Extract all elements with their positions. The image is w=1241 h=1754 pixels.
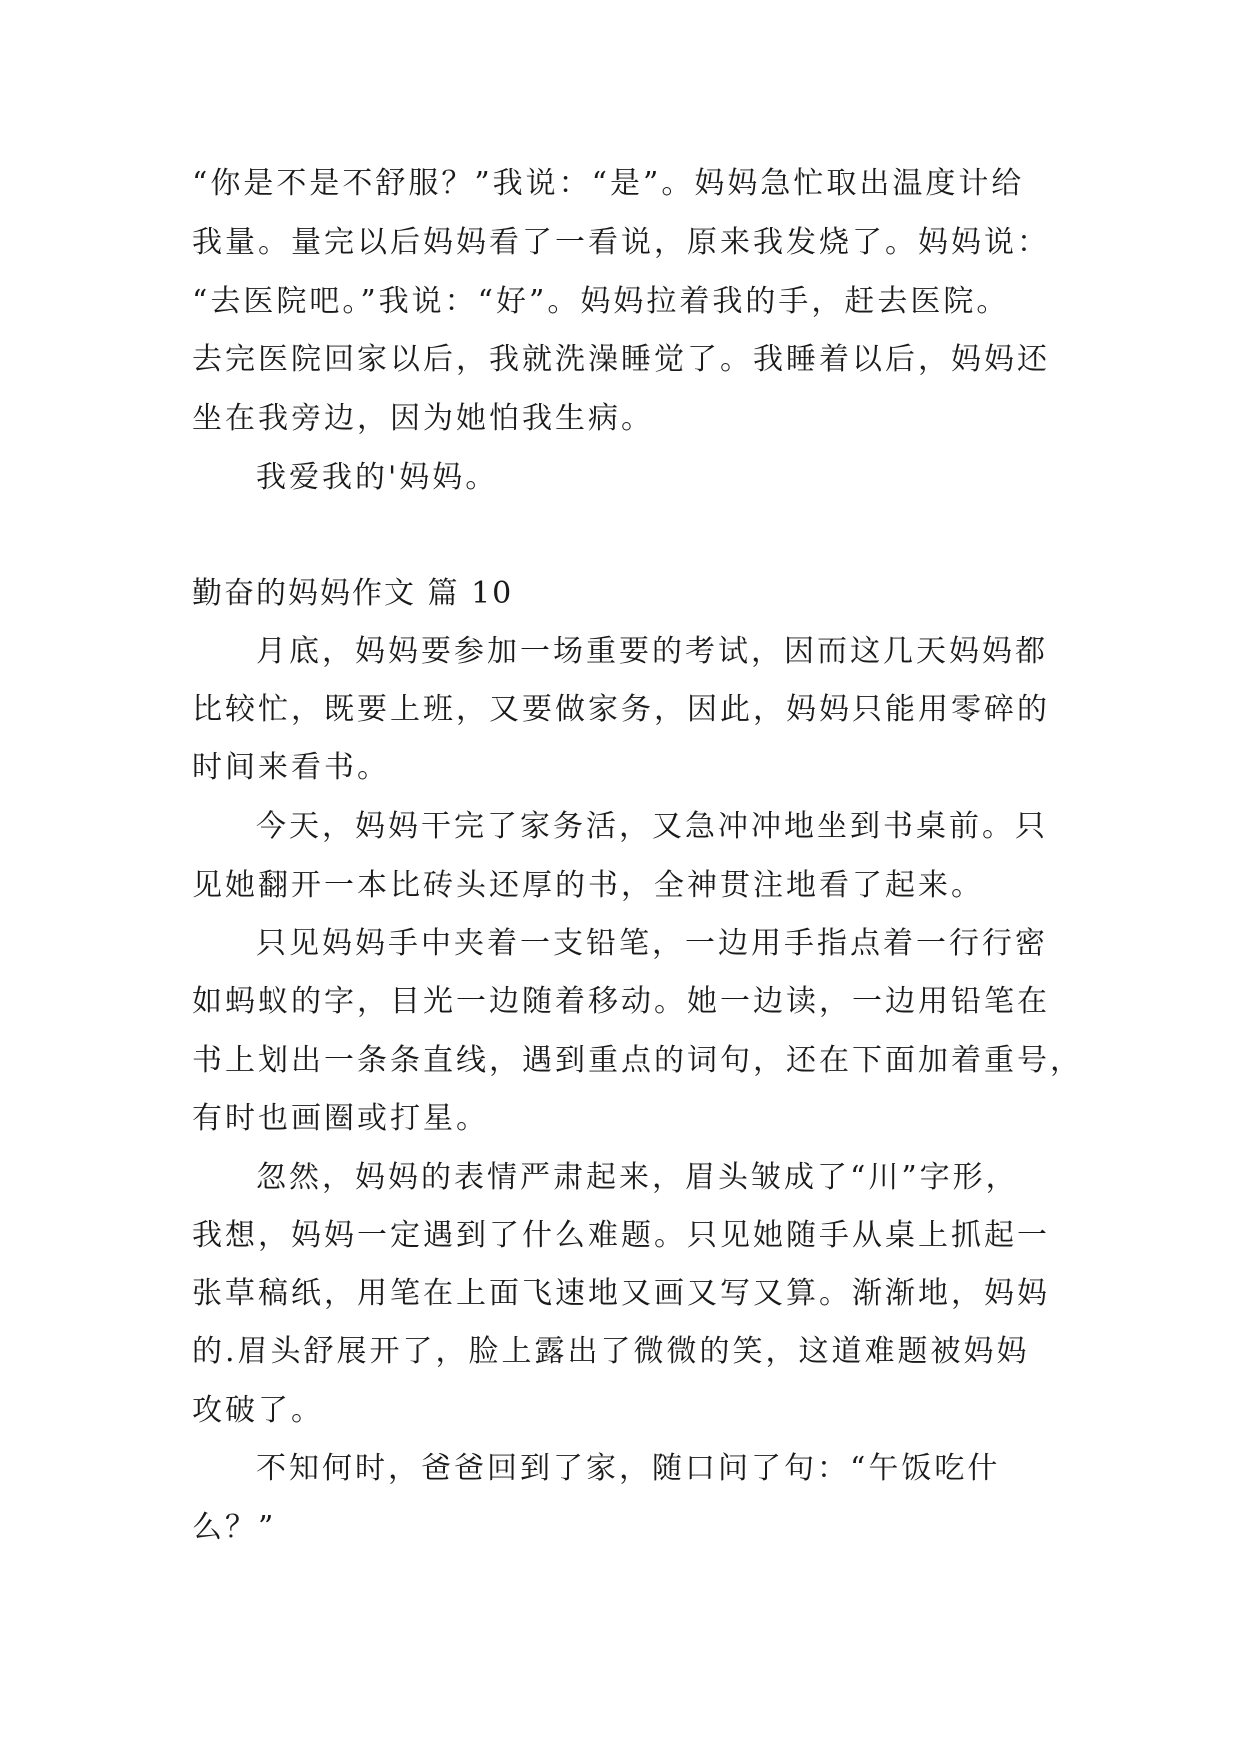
text-line: 有时也画圈或打星。	[192, 1101, 489, 1136]
text-line: 今天，妈妈干完了家务活，又急冲冲地坐到书桌前。只	[256, 809, 1048, 844]
text-line: 不知何时，爸爸回到了家，随口问了句：“午饭吃什	[256, 1451, 1001, 1486]
text-line: 去完医院回家以后，我就洗澡睡觉了。我睡着以后，妈妈还	[192, 342, 1050, 377]
text-line: 我量。量完以后妈妈看了一看说，原来我发烧了。妈妈说：	[192, 225, 1050, 260]
text-line: 我想，妈妈一定遇到了什么难题。只见她随手从桌上抓起一	[192, 1218, 1050, 1253]
text-line: 的.眉头舒展开了，脸上露出了微微的笑，这道难题被妈妈	[192, 1334, 1030, 1369]
text-line: “你是不是不舒服？”我说：“是”。妈妈急忙取出温度计给	[192, 166, 1025, 201]
text-line: 么？”	[192, 1510, 277, 1545]
text-line: 见她翻开一本比砖头还厚的书，全神贯注地看了起来。	[192, 868, 984, 903]
section-heading: 勤奋的妈妈作文 篇 10	[192, 576, 514, 611]
text-line: 攻破了。	[192, 1393, 324, 1428]
text-line: 月底，妈妈要参加一场重要的考试，因而这几天妈妈都	[256, 634, 1048, 669]
text-line: 张草稿纸，用笔在上面飞速地又画又写又算。渐渐地，妈妈	[192, 1276, 1050, 1311]
text-line: 只见妈妈手中夹着一支铅笔，一边用手指点着一行行密	[256, 926, 1048, 961]
text-line: 我爱我的'妈妈。	[256, 460, 499, 495]
text-line: 书上划出一条条直线，遇到重点的词句，还在下面加着重号，	[192, 1043, 1083, 1078]
text-line: 时间来看书。	[192, 750, 390, 785]
text-line: 比较忙，既要上班，又要做家务，因此，妈妈只能用零碎的	[192, 692, 1050, 727]
text-line: “去医院吧。”我说：“好”。妈妈拉着我的手，赶去医院。	[192, 284, 1010, 319]
text-line: 坐在我旁边，因为她怕我生病。	[192, 401, 654, 436]
text-line: 如蚂蚁的字，目光一边随着移动。她一边读，一边用铅笔在	[192, 984, 1050, 1019]
text-line: 忽然，妈妈的表情严肃起来，眉头皱成了“川”字形，	[256, 1160, 1019, 1195]
